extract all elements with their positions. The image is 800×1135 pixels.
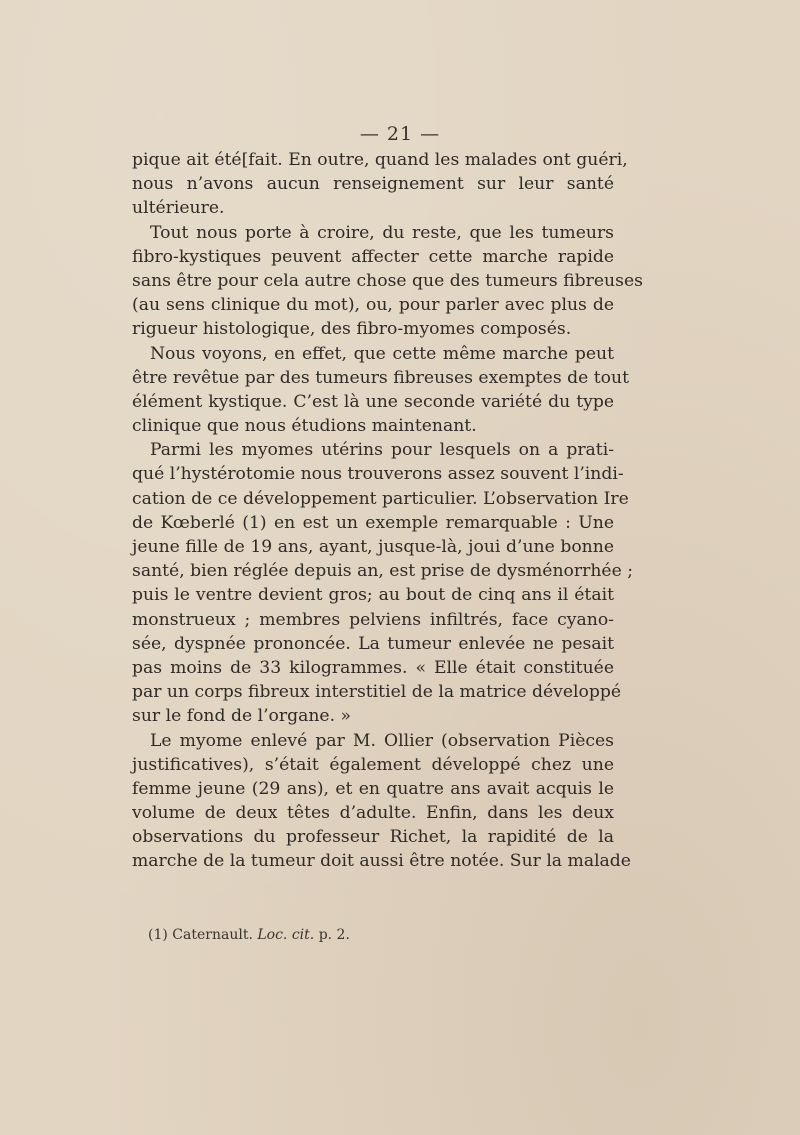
- text-line: clinique que nous étudions maintenant.: [132, 416, 477, 437]
- text-line: monstrueux ; membres pelviens infiltrés, face cyano-: [132, 609, 614, 630]
- text-line: nous n’avons aucun renseignement sur leur santé: [132, 174, 614, 195]
- text-line: Le myome enlevé par M. Ollier (observation Pièces: [150, 730, 614, 751]
- text-line: volume de deux têtes d’adulte. Enfin, dans les deux: [132, 803, 614, 824]
- text-line: sée, dyspnée prononcée. La tumeur enlevée ne pesait: [132, 633, 614, 654]
- page-number: — 21 —: [359, 123, 441, 145]
- text-line: fibro-kystiques peuvent affecter cette marche rapide: [132, 246, 614, 267]
- text-line: (au sens clinique du mot), ou, pour parler avec plus de: [132, 295, 614, 316]
- text-line: de Kœberlé (1) en est un exemple remarquable : Une: [132, 512, 614, 533]
- text-line: par un corps fibreux interstitiel de la matrice développé: [132, 682, 622, 703]
- text-line: Tout nous porte à croire, du reste, que les tumeurs: [150, 222, 614, 243]
- text-line: santé, bien réglée depuis an, est prise de dysménorrhée ;: [132, 561, 633, 582]
- footnote-author: Caternault.: [172, 927, 253, 943]
- text-line: Parmi les myomes utérins pour lesquels on a prati-: [150, 440, 614, 461]
- text-line: sans être pour cela autre chose que des tumeurs fibreuses: [132, 270, 643, 291]
- text-line: observations du professeur Richet, la rapidité de la: [132, 827, 614, 848]
- footnote: [148, 927, 350, 943]
- text-line: élément kystique. C’est là une seconde variété du type: [132, 391, 614, 412]
- footnote-marker: (1): [148, 927, 168, 943]
- text-line: sur le fond de l’organe. »: [132, 706, 352, 727]
- text-line: puis le ventre devient gros; au bout de cinq ans il était: [132, 585, 614, 606]
- text-line: femme jeune (29 ans), et en quatre ans avait acquis le: [132, 778, 614, 799]
- text-line: pas moins de 33 kilogrammes. « Elle était constituée: [132, 657, 614, 678]
- footnote-ref: Loc. cit.: [257, 927, 315, 943]
- body-text: [132, 148, 643, 874]
- text-line: Nous voyons, en effet, que cette même marche peut: [150, 343, 614, 364]
- text-line: être revêtue par des tumeurs fibreuses exemptes de tout: [132, 367, 629, 388]
- text-line: jeune fille de 19 ans, ayant, jusque-là, joui d’une bonne: [132, 537, 614, 557]
- text-line: rigueur histologique, des fibro-myomes composés.: [132, 319, 572, 340]
- text-line: qué l’hystérotomie nous trouverons assez souvent l’indi-: [132, 464, 624, 485]
- footnote-page: p. 2.: [318, 927, 350, 943]
- text-line: ultérieure.: [132, 198, 225, 219]
- text-line: marche de la tumeur doit aussi être notée. Sur la malade: [132, 851, 631, 872]
- text-line: pique ait été[fait. En outre, quand les malades ont guéri,: [132, 150, 628, 170]
- text-line: justificatives), s’était également développé chez une: [132, 754, 614, 775]
- text-line: cation de ce développement particulier. L’observation Ire: [132, 488, 629, 509]
